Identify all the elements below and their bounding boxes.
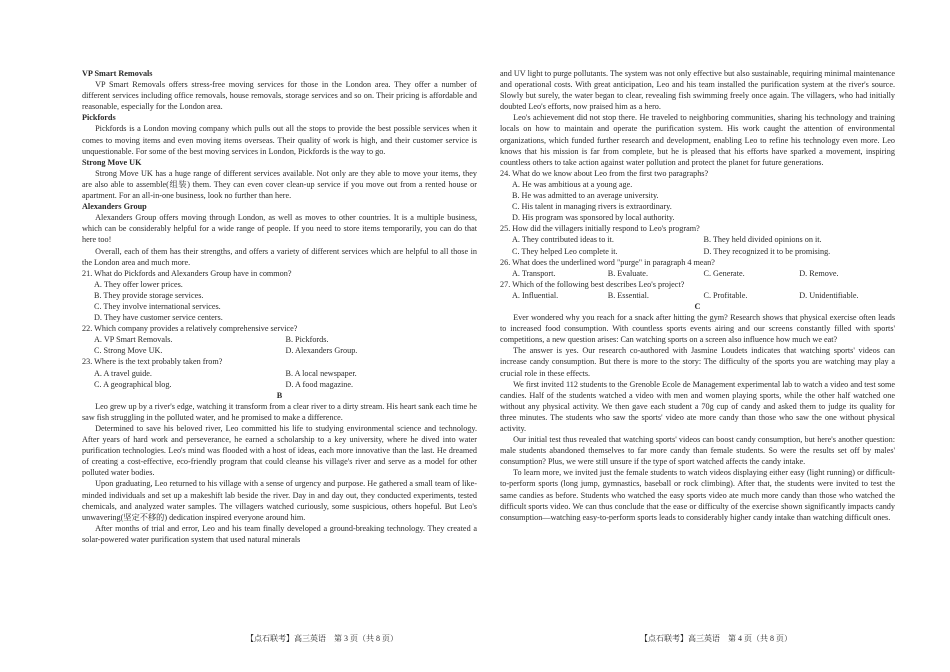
heading-pickfords: Pickfords [82,113,116,123]
page-footer-right: 【点石联考】高三英语 第 4 页（共 8 页） [640,634,792,643]
q21-option-c: C. They involve international services. [94,301,221,311]
q26-option-c: C. Generate. [703,268,745,278]
paragraph-vp: VP Smart Removals offers stress-free moving services for those in the London area. They offer a number of different services including office removals, house removals, storage services and so on. Their pricing is affordable and reasonable, especially for the London area. [82,80,477,112]
section-b-heading: B [276,390,283,400]
q27-option-d: D. Unidentifiable. [799,290,859,300]
question-26: 26. What does the underlined word "purge" in paragraph 4 mean? [500,257,715,267]
question-22-options [82,334,477,356]
left-column [82,68,477,545]
question-23-options [82,368,477,390]
question-24: 24. What do we know about Leo from the first two paragraphs? [500,168,709,178]
q21-option-b: B. They provide storage services. [94,290,204,300]
q24-option-b: B. He was admitted to an average university. [512,191,659,201]
q25-option-d: D. They recognized it to be promising. [703,246,831,256]
question-27-options [500,290,895,301]
question-24-options [500,179,895,223]
q24-option-a: A. He was ambitious at a young age. [512,179,633,189]
question-21-options [82,279,477,323]
heading-vp-smart-removals: VP Smart Removals [82,69,153,78]
q27-option-a: A. Influential. [512,290,559,300]
q25-option-c: C. They helped Leo complete it. [512,246,618,256]
heading-alexanders: Alexanders Group [82,202,147,212]
q22-option-d: D. Alexanders Group. [285,346,358,356]
paragraph-b3: Upon graduating, Leo returned to his village with a sense of urgency and purpose. He gathered a small team of like-minded individuals and set up a makeshift lab beside the river. Day in and day out, they conducted experiments, tested chemicals, and analyzed water samples. The villagers watched curiously, some suspicious, others hopeful. But Leo's unwavering(坚定不移的) dedication inspired everyone around him. [82,479,477,522]
q24-option-d: D. His program was sponsored by local authority. [512,213,675,223]
q24-option-c: C. His talent in managing rivers is extraordinary. [512,202,672,212]
q22-option-c: C. Strong Move UK. [94,346,163,356]
paragraph-b1: Leo grew up by a river's edge, watching it transform from a clear river to a dirty stream. His heart sank each time he saw fish struggling in the polluted water, and he promised to make a difference. [82,401,477,422]
q23-option-a: A. A travel guide. [94,368,152,378]
q23-option-c: C. A geographical blog. [94,379,172,389]
q26-option-d: D. Remove. [799,268,839,278]
paragraph-c1: Ever wondered why you reach for a snack after hitting the gym? Research shows that physical exercise often leads to increased food consumption. With countless sports events airing and our screens constantly filled with sports' competitions, a new question arises: Can watching sports on a screen also influence how much we eat? [500,313,895,345]
paragraph-b4: After months of trial and error, Leo and his team finally developed a ground-breaking technology. They created a solar-powered water purification system that used natural minerals [82,523,477,544]
q26-option-a: A. Transport. [512,268,556,278]
right-column [500,68,895,523]
section-c-heading: C [694,301,701,311]
paragraph-c2: The answer is yes. Our research co-authored with Jasmine Loudets indicates that watching sports' videos can increase candy consumption. But there is more to the story: The difficulty of the sports you are watching may play a crucial role in these effects. [500,346,895,378]
question-26-options [500,268,895,279]
paragraph-c4: Our initial test thus revealed that watching sports' videos can boost candy consumption, but here's another question: male students abandoned themselves to far more candy than female students. So were the results set off by males' consumption? Plus, we were still unsure if the type of sport watched affects the candy intake. [500,435,895,467]
q21-option-d: D. They have customer service centers. [94,313,223,323]
question-27: 27. Which of the following best describes Leo's project? [500,279,685,289]
q25-option-a: A. They contributed ideas to it. [512,235,614,245]
q23-option-d: D. A food magazine. [285,379,354,389]
question-22: 22. Which company provides a relatively comprehensive service? [82,324,298,334]
question-25-options [500,234,895,256]
paragraph-c3: We first invited 112 students to the Grenoble Ecole de Management experimental lab to watch a video and test some candies. Half of the students watched a video with men and women playing sports, while the other half watched one without any physical activity. We then gave each student a 70g cup of candy and asked them to judge its quality for three minutes. The students who saw the sports' video ate more candy than those who saw the one without physical activity. [500,379,895,433]
q23-option-b: B. A local newspaper. [285,368,357,378]
paragraph-overall: Overall, each of them has their strengths, and offers a variety of different services which are helpful to all those in the London area and much more. [82,246,477,267]
paragraph-c5: To learn more, we invited just the female students to watch videos displaying either easy (light running) or difficult-to-perform sports (long jump, gymnastics, baseball or rock climbing). After that, the students were invited to test the same candies as before. Students who watched the easy sports video ate much more candy than those who watched the difficult sports video. We can thus conclude that the ease or difficulty of the exercise shown significantly impacts candy consumption—watching easy-to-perform sports leads to considerably higher candy intake than watching difficult ones. [500,468,895,522]
paragraph-b2: Determined to save his beloved river, Leo committed his life to studying environmental science and technology. After years of hard work and perseverance, he earned a scholarship to a key university, where he dived into water purification technologies. Leo's mind was flooded with a host of ideas, each more innovative than the last. He dreamed of creating a cost-effective, eco-friendly program that could cleanse his village's river and serve as a model for other polluted water bodies. [82,424,477,478]
q22-option-b: B. Pickfords. [285,335,329,345]
question-25: 25. How did the villagers initially respond to Leo's program? [500,224,700,234]
heading-strong-move: Strong Move UK [82,157,142,167]
question-23: 23. Where is the text probably taken from? [82,357,223,367]
paragraph-alexanders: Alexanders Group offers moving through London, as well as moves to other countries. It is a multiple business, which can be considerably helpful for a wide range of people. If you need to store items temporarily, you can do that here too! [82,213,477,245]
question-21: 21. What do Pickfords and Alexanders Group have in common? [82,268,292,278]
q21-option-a: A. They offer lower prices. [94,279,183,289]
paragraph-b5: Leo's achievement did not stop there. He traveled to neighboring communities, sharing his technology and training locals on how to maintain and operate the purification system. His work caught the attention of environmental organizations, which funded further research and development, enabling Leo to refine his technology even more. Leo knows that his mission is far from complete, but he is pleased that his efforts have sparked a movement, inspiring countless others to take action against water pollution and protect the planet for future generations. [500,113,895,167]
paragraph-strong-move: Strong Move UK has a huge range of different services available. Not only are they able to move your items, they are also able to assemble(组装) them. They can even cover clean-up service if you move out from a rented house or apartment. For an all-in-one business, look no further than here. [82,168,477,201]
page-footer-left: 【点石联考】高三英语 第 3 页（共 8 页） [246,634,398,643]
q26-option-b: B. Evaluate. [607,268,648,278]
q27-option-b: B. Essential. [607,290,649,300]
q27-option-c: C. Profitable. [703,290,748,300]
q25-option-b: B. They held divided opinions on it. [703,235,822,245]
paragraph-b4-continued: and UV light to purge pollutants. The system was not only effective but also sustainable, requiring minimal maintenance and operational costs. With great anticipation, Leo and his team installed the purification system at the river's source. Slowly but surely, the water began to clear, revealing fish swimming freely once again. The villagers, who had initially doubted Leo's efforts, now praised him as a hero. [500,69,895,112]
paragraph-pickfords: Pickfords is a London moving company which pulls out all the stops to provide the best possible services when it comes to moving items and even moving items overseas. Their quality of work is high, and their customer service is unquestionable. For some of the best moving services in London, Pickfords is the way to go. [82,124,477,156]
q22-option-a: A. VP Smart Removals. [94,335,173,345]
